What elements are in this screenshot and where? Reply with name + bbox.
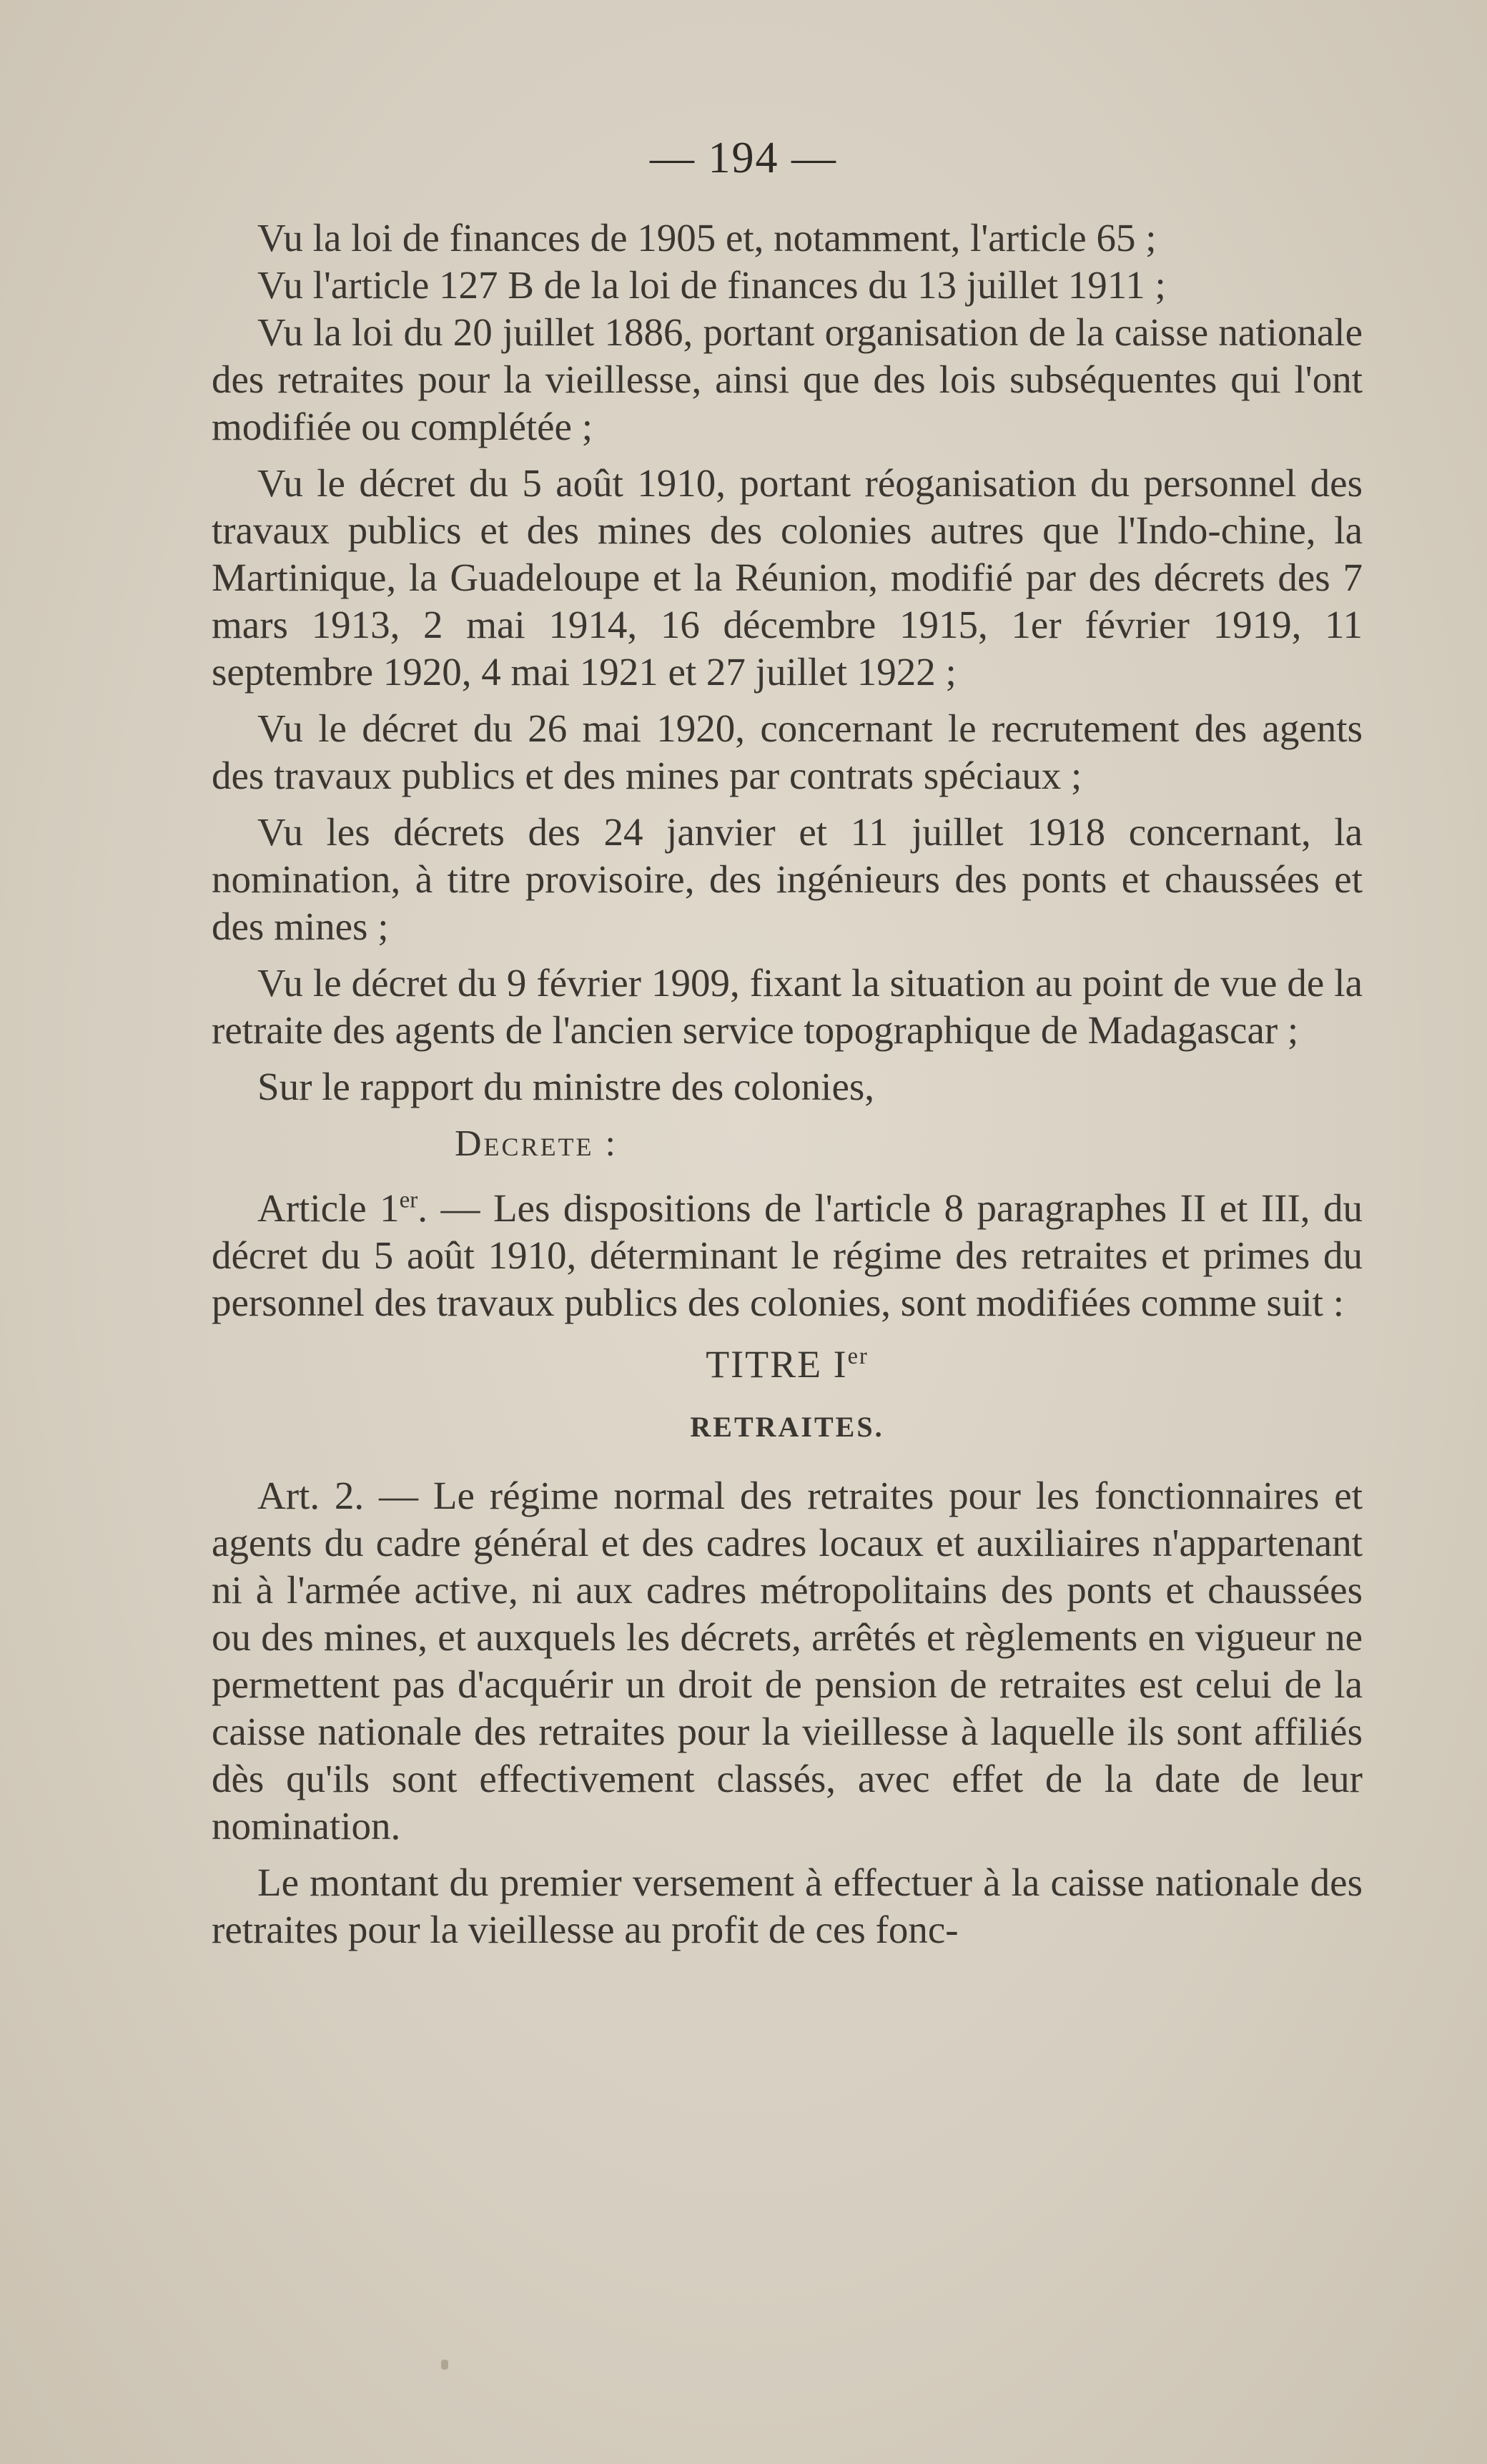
page-number: — 194 — bbox=[650, 134, 837, 182]
article-1-sup: er bbox=[399, 1187, 418, 1213]
article-2: Art. 2. — Le régime normal des retraites pour les fonctionnaires et agents du cadre général et des cadres locaux et auxiliaires n'appartenant ni à l'armée active, ni aux cadres métropolitains des ponts et chaussées ou des mines, et auxquels les décrets, arrêtés et règlements en vigueur ne permettent pas d'acquérir un droit de pension de retraites est celui de la caisse nationale des retraites pour la vieillesse à laquelle ils sont affiliés dès qu'ils sont effectivement classés, avec effet de la date de leur nomination. bbox=[212, 1474, 1363, 1848]
titre-label: TITRE I bbox=[706, 1343, 848, 1386]
paragraph-vu-decret-1910: Vu le décret du 5 août 1910, portant réoganisation du personnel des travaux publics et des mines des colonies autres que l'Indo-chine, la Martinique, la Guadeloupe et la Réunion, modifié par des décrets des 7 mars 1913, 2 mai 1914, 16 décembre 1915, 1er février 1919, 11 septembre 1920, 4 mai 1921 et 27 juillet 1922 ; bbox=[212, 461, 1363, 694]
titre-sup: er bbox=[847, 1344, 869, 1369]
paragraph-vu-decret-1920: Vu le décret du 26 mai 1920, concernant le recrutement des agents des travaux publics et des mines par contrats spéciaux ; bbox=[212, 706, 1363, 797]
paragraph-vu-decret-1909: Vu le décret du 9 février 1909, fixant la situation au point de vue de la retraite des agents de l'ancien service topographique de Madagascar ; bbox=[212, 961, 1363, 1052]
document-body bbox=[212, 215, 1363, 1963]
article-1 bbox=[212, 1185, 1363, 1326]
decrete-heading: Decrete : bbox=[455, 1123, 618, 1164]
paragraph-vu-loi-1886: Vu la loi du 20 juillet 1886, portant organisation de la caisse nationale des retraites pour la vieillesse, ainsi que des lois subséquentes qui l'ont modifiée ou complétée ; bbox=[212, 310, 1363, 448]
paragraph-le-montant: Le montant du premier versement à effectuer à la caisse nationale des retraites pour la vieillesse au profit de ces fonc- bbox=[212, 1861, 1363, 1951]
titre-heading bbox=[212, 1341, 1363, 1388]
article-1-text: . — Les dispositions de l'article 8 paragraphes II et III, du décret du 5 août 1910, déterminant le régime des retraites et primes du personnel des travaux publics des colonies, sont modifiées comme suit : bbox=[212, 1186, 1363, 1324]
paragraph-vu-article-127b: Vu l'article 127 B de la loi de finances du 13 juillet 1911 ; bbox=[257, 263, 1166, 307]
paragraph-vu-loi-finances-1905: Vu la loi de finances de 1905 et, notamment, l'article 65 ; bbox=[257, 216, 1157, 260]
paragraph-vu-decrets-1918: Vu les décrets des 24 janvier et 11 juillet 1918 concernant, la nomination, à titre provisoire, des ingénieurs des ponts et chaussées et des mines ; bbox=[212, 810, 1363, 948]
article-1-label: Article 1 bbox=[257, 1186, 400, 1230]
section-heading-retraites: RETRAITES. bbox=[690, 1411, 884, 1443]
paper-speck bbox=[441, 2360, 448, 2370]
paragraph-sur-le-rapport: Sur le rapport du ministre des colonies, bbox=[257, 1065, 875, 1108]
